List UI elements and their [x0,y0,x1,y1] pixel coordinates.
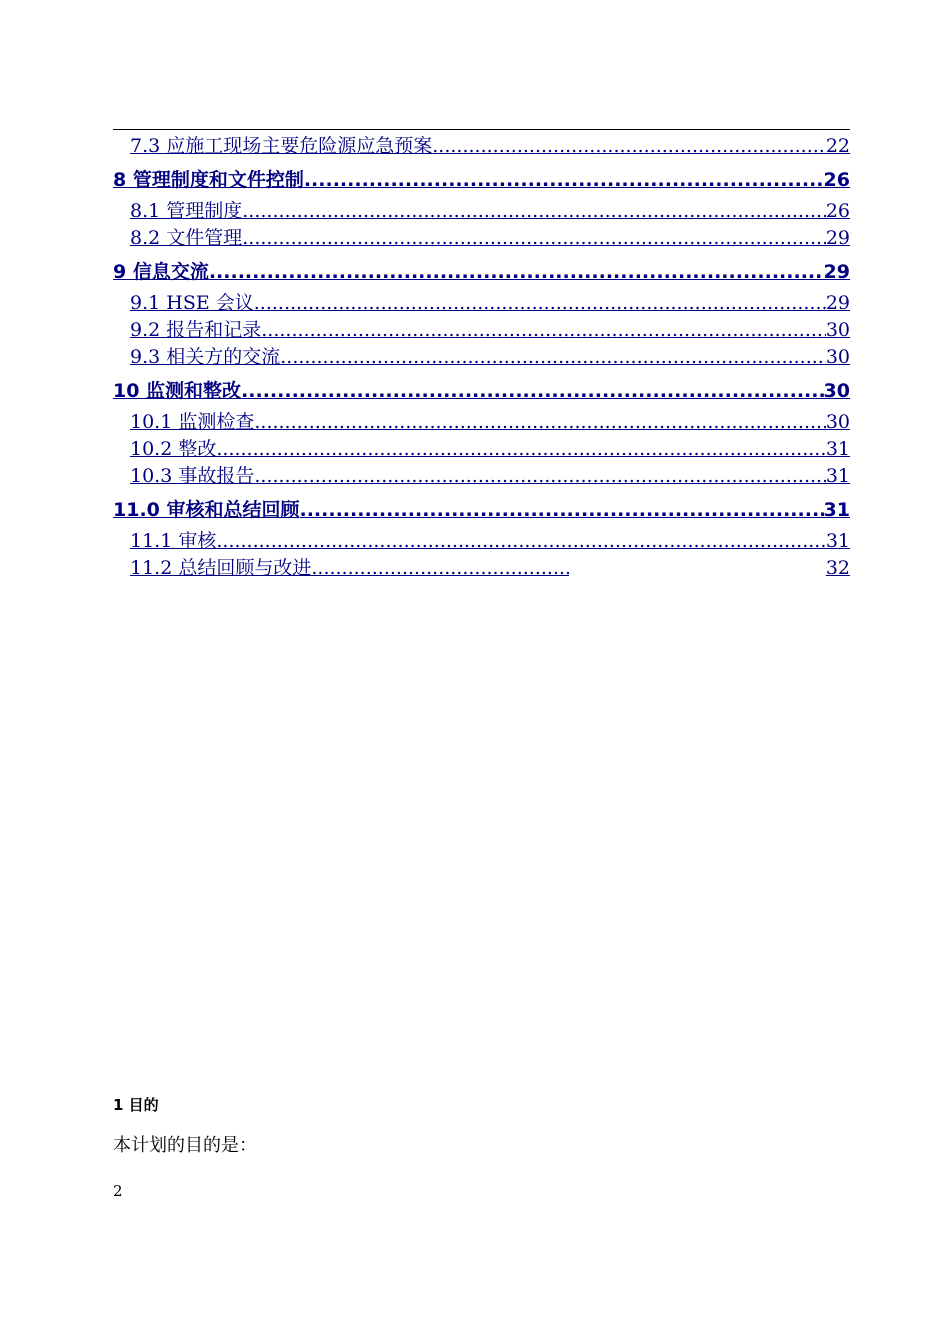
toc-leader [304,163,824,197]
toc-leader [242,198,826,225]
page-number: 2 [113,1182,123,1200]
toc-entry-page: 29 [825,292,850,314]
toc-entry-title: 9.1 HSE 会议 [130,292,254,314]
toc-entry-page: 31 [825,465,850,487]
toc-entry-page: 31 [825,530,850,552]
toc-entry-page: 31 [823,499,850,521]
toc-entry-title: 8.2 文件管理 [130,227,243,249]
toc-entry-title: 11.2 总结回顾与改进 [130,557,312,579]
toc-leader [432,133,826,160]
toc-leader [241,374,823,408]
toc-entry-page: 29 [823,261,850,283]
toc-entry-9[interactable] [113,255,850,289]
toc-entry-page: 26 [823,169,850,191]
toc-leader [216,528,825,555]
toc-entry-page: 30 [825,346,850,368]
toc-entry-8[interactable] [113,163,850,197]
toc-leader [209,255,824,289]
toc-leader [242,225,826,252]
toc-entry-page: 26 [825,200,850,222]
toc-leader [254,463,825,490]
table-of-contents [113,131,850,582]
toc-leader [261,317,826,344]
toc-entry-11[interactable] [113,493,850,527]
toc-entry-10-3[interactable] [130,463,850,490]
toc-entry-title: 7.3 应施工现场主要危险源应急预案 [130,135,433,157]
toc-leader [311,555,569,582]
toc-entry-8-1[interactable] [130,198,850,225]
toc-entry-title: 9.2 报告和记录 [130,319,262,341]
toc-entry-page: 31 [825,438,850,460]
toc-entry-11-2[interactable] [130,555,850,582]
toc-entry-page: 22 [825,135,850,157]
toc-entry-10-1[interactable] [130,409,850,436]
toc-entry-8-2[interactable] [130,225,850,252]
toc-entry-10-2[interactable] [130,436,850,463]
toc-entry-9-3[interactable] [130,344,850,371]
toc-leader [300,493,824,527]
toc-entry-7-3[interactable] [130,133,850,160]
toc-entry-page: 30 [823,380,850,402]
toc-leader [216,436,825,463]
toc-entry-9-1[interactable] [130,290,850,317]
toc-entry-page: 30 [825,319,850,341]
toc-entry-title: 9.3 相关方的交流 [130,346,281,368]
toc-entry-10[interactable] [113,374,850,408]
section-heading: 1 目的 [113,1096,159,1114]
toc-entry-page: 29 [825,227,850,249]
toc-entry-title: 10.3 事故报告 [130,465,255,487]
toc-entry-9-2[interactable] [130,317,850,344]
toc-entry-title: 11.0 审核和总结回顾 [113,499,300,521]
toc-entry-title: 11.1 审核 [130,530,217,552]
toc-entry-title: 10.1 监测检查 [130,411,255,433]
toc-leader [254,290,826,317]
toc-entry-11-1[interactable] [130,528,850,555]
toc-entry-title: 10.2 整改 [130,438,217,460]
toc-entry-page: 32 [825,557,850,579]
toc-entry-page: 30 [825,411,850,433]
toc-entry-title: 8.1 管理制度 [130,200,243,222]
toc-entry-title: 9 信息交流 [113,261,209,283]
header-rule [113,129,850,130]
toc-entry-title: 8 管理制度和文件控制 [113,169,304,191]
toc-leader [280,344,826,371]
section-paragraph: 本计划的目的是： [113,1135,257,1156]
toc-leader [254,409,825,436]
toc-entry-title: 10 监测和整改 [113,380,242,402]
